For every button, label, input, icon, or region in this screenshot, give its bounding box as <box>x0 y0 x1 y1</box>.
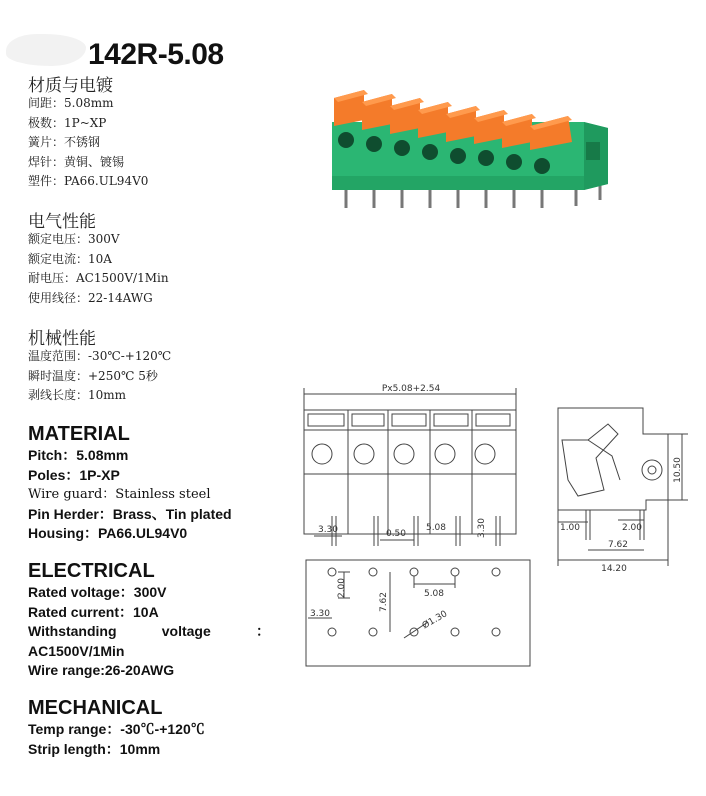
dim-label: 7.62 <box>379 591 389 613</box>
dim-label: Ø1.30 <box>420 609 450 632</box>
en-material-heading: MATERIAL <box>28 423 130 445</box>
rated-current-line: Rated current：10A <box>28 603 159 620</box>
cn-mechanical-line: 温度范围：-30℃-+120℃ <box>28 349 172 363</box>
dim-label: 7.62 <box>607 540 629 550</box>
strip-length-line: Strip length：10mm <box>28 740 161 757</box>
dim-label: 3.30 <box>309 609 331 619</box>
top-dimension-label: Px5.08+2.54 <box>381 384 441 394</box>
cn-material-line: 间距：5.08mm <box>28 96 114 110</box>
en-mechanical-heading: MECHANICAL <box>28 697 163 719</box>
withstanding-line <box>28 622 270 642</box>
en-electrical-heading: ELECTRICAL <box>28 560 155 582</box>
en-electrical-list <box>28 583 270 681</box>
cn-electrical-heading: 电气性能 <box>28 212 96 232</box>
cn-electrical-line: 额定电压：300V <box>28 232 120 246</box>
cn-mechanical-list <box>28 347 171 406</box>
en-material-list <box>28 446 232 544</box>
terminal-block-photo <box>328 86 612 216</box>
dim-label: 0.50 <box>385 529 407 539</box>
rated-voltage-line: Rated voltage：300V <box>28 584 167 600</box>
dim-label: 3.30 <box>317 525 339 535</box>
cn-material-line: 焊针：黄铜、镀锡 <box>28 154 125 169</box>
cn-material-heading: 材质与电镀 <box>28 76 113 96</box>
cn-electrical-line: 额定电流：10A <box>28 251 112 266</box>
dim-label: 10.50 <box>673 457 683 483</box>
cn-material-line: 塑件：PA66.UL94V0 <box>28 174 149 188</box>
en-mechanical-list <box>28 720 205 759</box>
dim-label: 3.30 <box>477 517 487 539</box>
dim-label: 2.00 <box>621 523 643 533</box>
cn-material-line: 簧片：不锈钢 <box>28 135 101 149</box>
dim-label: 2.00 <box>337 577 347 599</box>
logo-blur-mark <box>6 34 86 66</box>
cn-electrical-line: 使用线径：22-14AWG <box>28 290 153 305</box>
colon-mark: ： <box>255 623 270 639</box>
temp-range-line: Temp range：-30℃-+120℃ <box>28 721 205 737</box>
dim-label: 5.08 <box>425 523 447 533</box>
cn-mechanical-line: 瞬时温度：+250℃ 5秒 <box>28 368 158 383</box>
cn-mechanical-line: 剥线长度：10mm <box>28 388 127 402</box>
pitch-line: Pitch：5.08mm <box>28 447 129 463</box>
product-title: 142R-5.08 <box>88 38 224 71</box>
cn-mechanical-heading: 机械性能 <box>28 329 96 349</box>
poles-line: Poles：1P-XP <box>28 466 120 483</box>
wire-range-line: Wire range:26-20AWG <box>28 662 175 678</box>
cn-electrical-list <box>28 230 169 308</box>
pin-herder-line: Pin Herder：Brass、Tin plated <box>28 505 232 522</box>
wire-guard-line: Wire guard：Stainless steel <box>28 487 211 502</box>
cn-electrical-line: 耐电压：AC1500V/1Min <box>28 271 169 285</box>
cn-material-line: 极数：1P~XP <box>28 115 107 130</box>
dim-label: 5.08 <box>423 589 445 599</box>
side-view-drawing <box>548 400 698 575</box>
withstanding-word: Withstanding <box>28 623 117 639</box>
dim-label: 14.20 <box>601 564 627 574</box>
voltage-word: voltage <box>161 623 211 639</box>
front-view-drawing <box>284 378 544 553</box>
pcb-footprint-drawing <box>300 558 536 670</box>
housing-line: Housing：PA66.UL94V0 <box>28 525 188 541</box>
dim-label: 1.00 <box>559 523 581 533</box>
withstanding-value-line: AC1500V/1Min <box>28 642 125 659</box>
cn-material-list <box>28 94 148 192</box>
